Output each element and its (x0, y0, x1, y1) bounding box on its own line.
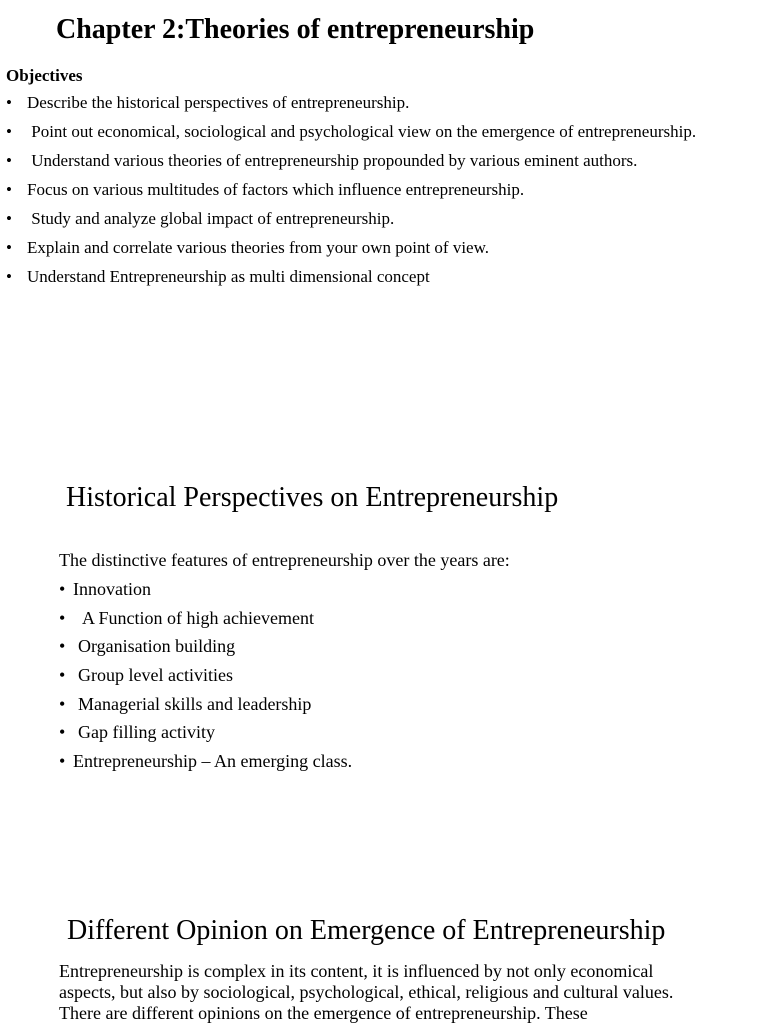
objective-text: Study and analyze global impact of entrepreneurship. (27, 209, 395, 228)
opinion-body-text: Entrepreneurship is complex in its content, it is influenced by not only economical aspects, but also by sociological, psychological, ethical, religious and cultural values. There are different opinions on the emergence of entrepreneurship. These (59, 961, 674, 1023)
opinion-title: Different Opinion on Emergence of Entrepreneurship (67, 915, 666, 946)
feature-item (59, 634, 352, 658)
objective-text: Describe the historical perspectives of entrepreneurship. (27, 93, 410, 112)
chapter-title: Chapter 2:Theories of entrepreneurship (56, 14, 535, 45)
bullet-icon: • (6, 93, 12, 112)
objective-item (0, 92, 760, 113)
objectives-heading: Objectives (6, 66, 83, 85)
objective-item (0, 121, 760, 142)
feature-item (59, 663, 352, 687)
feature-item (59, 720, 352, 744)
feature-text: A Function of high achievement (82, 607, 314, 628)
feature-text: Managerial skills and leadership (78, 693, 312, 714)
bullet-icon: • (6, 151, 12, 170)
objective-text: Understand Entrepreneurship as multi dimensional concept (27, 267, 430, 286)
feature-text: Group level activities (78, 665, 233, 686)
objective-item (0, 208, 760, 229)
objective-text: Point out economical, sociological and psychological view on the emergence of entrepreneurship. (27, 122, 697, 141)
feature-text: Innovation (73, 579, 151, 599)
bullet-icon: • (59, 579, 66, 599)
bullet-icon: • (6, 209, 12, 228)
feature-item (59, 749, 352, 773)
feature-text: Gap filling activity (78, 722, 215, 743)
objective-text: Explain and correlate various theories from your own point of view. (27, 238, 490, 257)
objective-text: Focus on various multitudes of factors which influence entrepreneurship. (27, 180, 525, 199)
bullet-icon: • (59, 636, 66, 657)
features-list (59, 577, 352, 778)
feature-item (59, 577, 352, 601)
bullet-icon: • (6, 122, 12, 141)
historical-intro-text: The distinctive features of entrepreneurship over the years are: (59, 550, 510, 570)
bullet-icon: • (59, 693, 66, 714)
feature-item (59, 692, 352, 716)
objectives-list (0, 92, 760, 295)
objective-text: Understand various theories of entrepreneurship propounded by various eminent authors. (27, 151, 638, 170)
objective-item (0, 266, 760, 287)
bullet-icon: • (6, 180, 12, 199)
feature-text: Organisation building (78, 636, 236, 657)
bullet-icon: • (59, 607, 66, 628)
bullet-icon: • (59, 722, 66, 743)
objective-item (0, 237, 760, 258)
bullet-icon: • (6, 238, 12, 257)
objective-item (0, 179, 760, 200)
bullet-icon: • (6, 267, 12, 286)
objective-item (0, 150, 760, 171)
historical-perspectives-title: Historical Perspectives on Entrepreneurship (66, 482, 559, 513)
feature-text: Entrepreneurship – An emerging class. (73, 751, 353, 772)
bullet-icon: • (59, 751, 66, 772)
bullet-icon: • (59, 665, 66, 686)
feature-item (59, 606, 352, 630)
